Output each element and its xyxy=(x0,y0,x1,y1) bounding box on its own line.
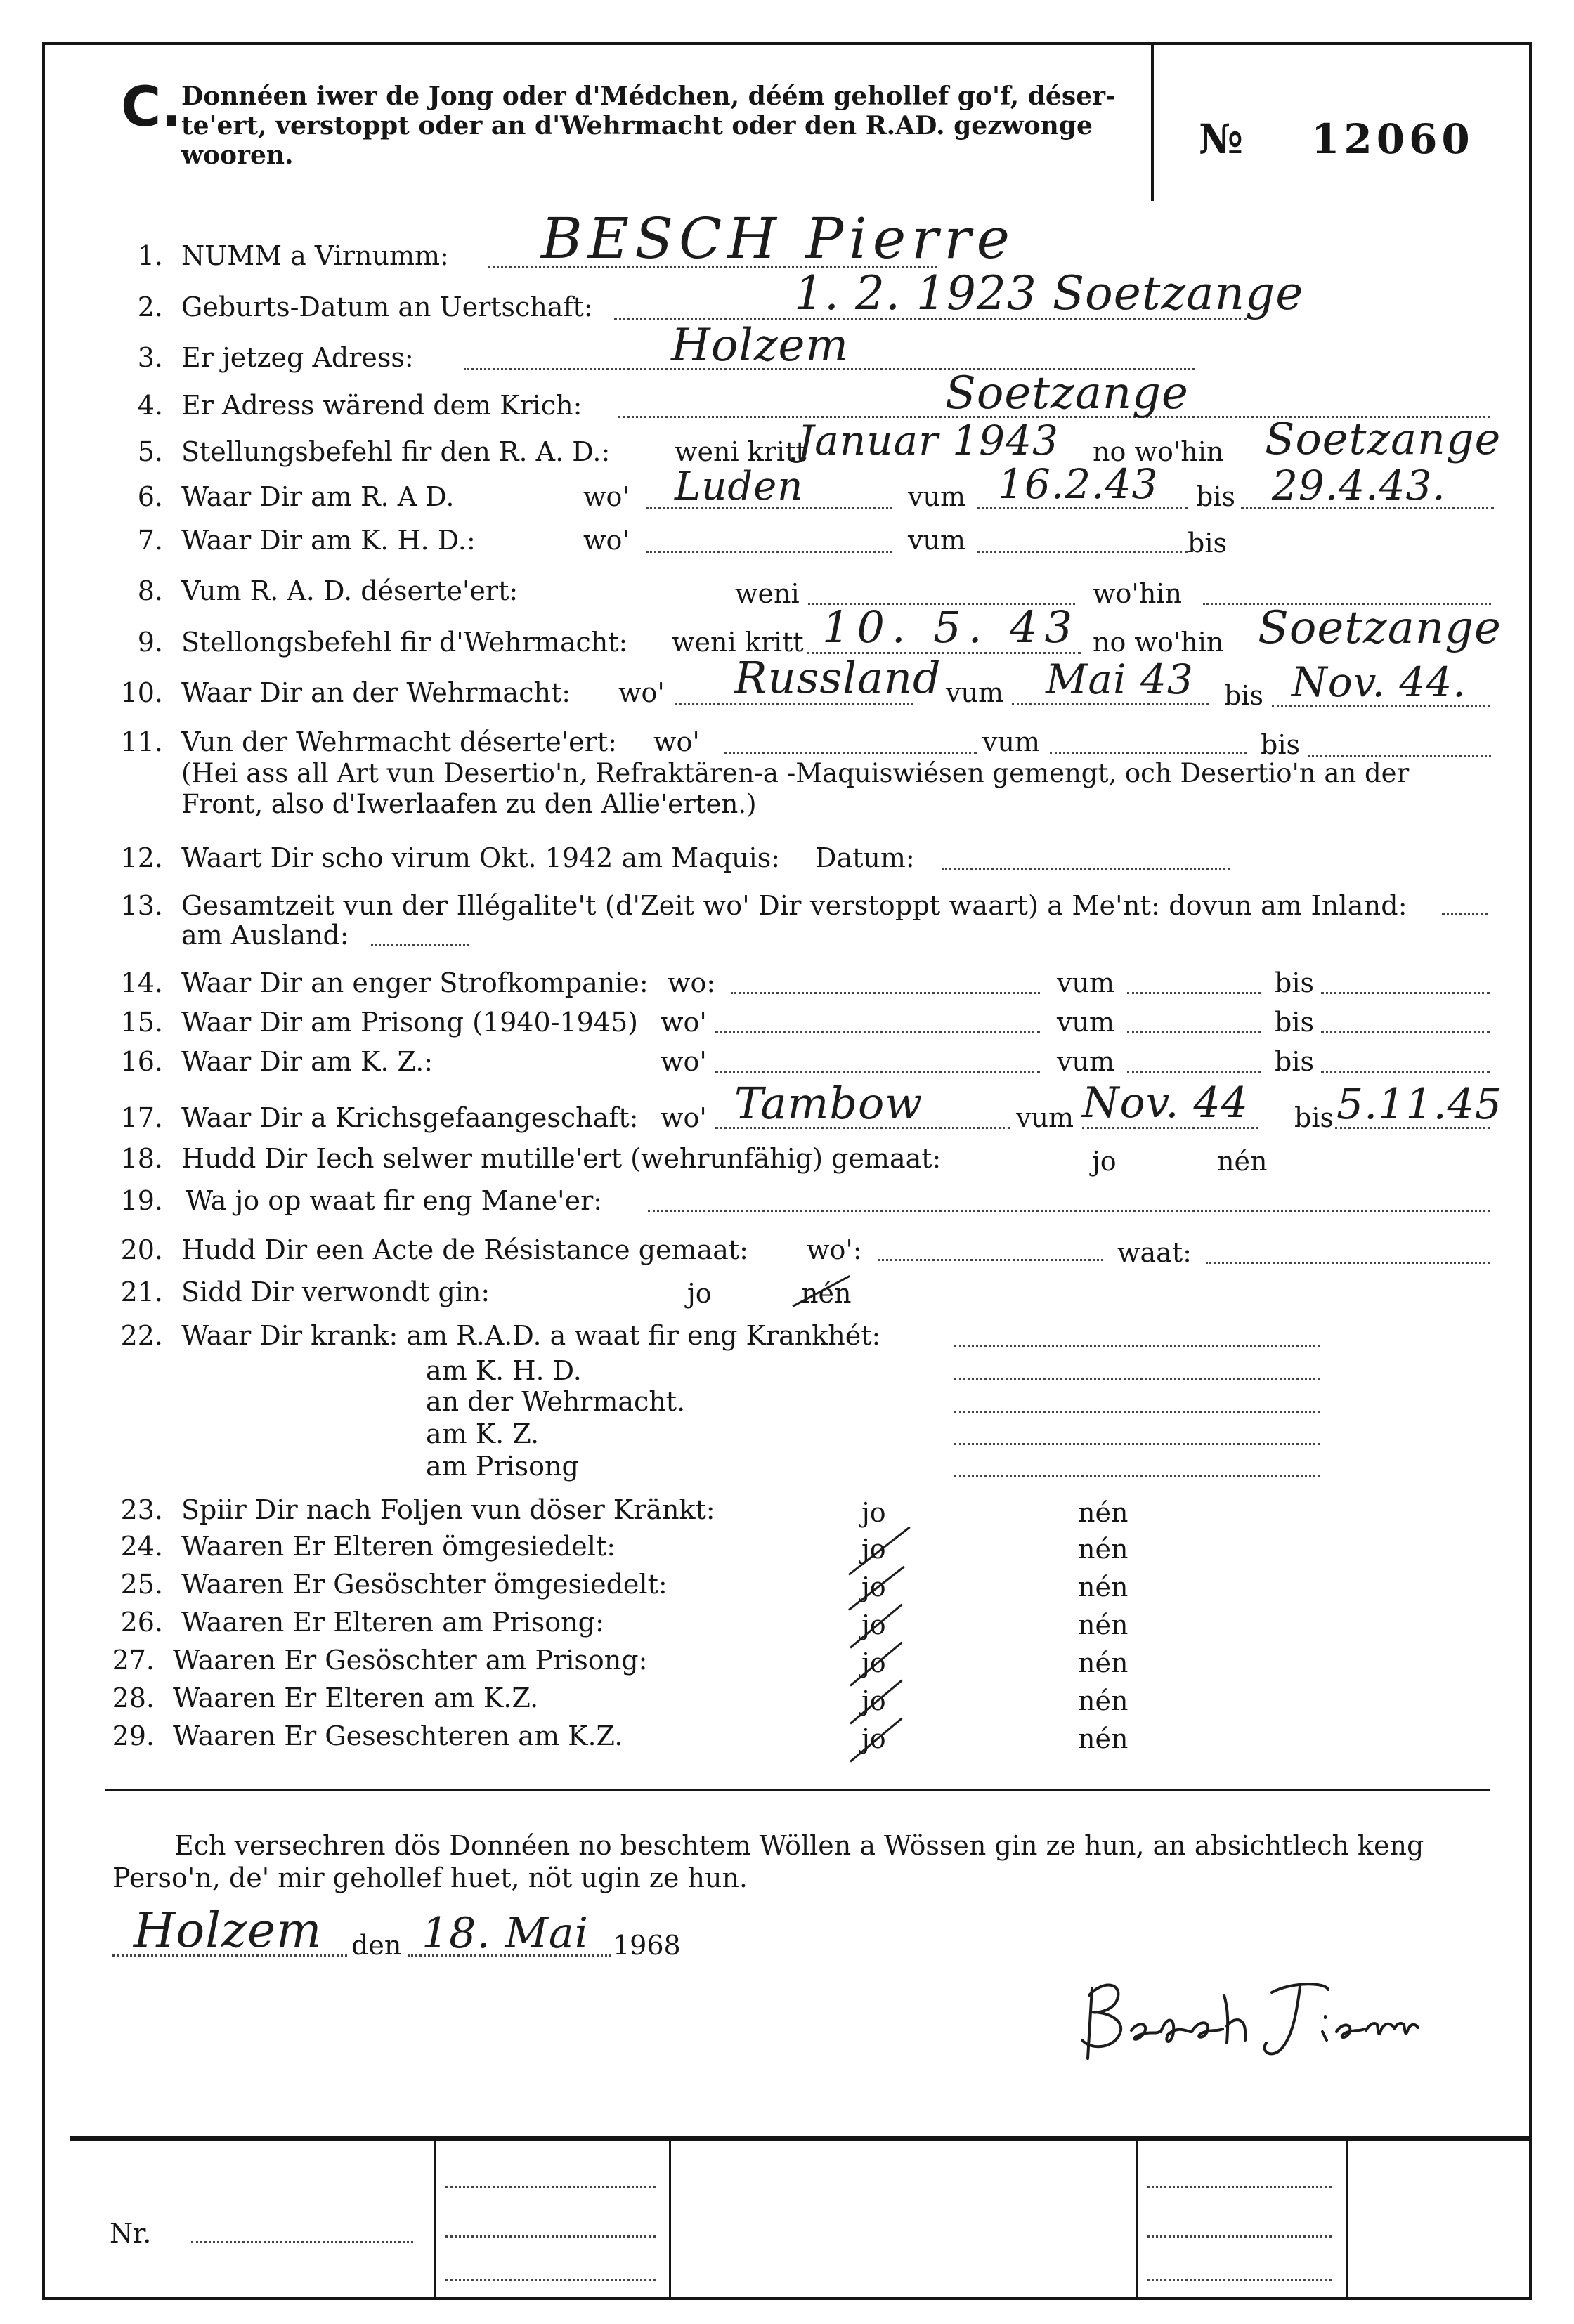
row-6-wo-value: Luden xyxy=(675,464,804,509)
row-18-label: Hudd Dir Iech selwer mutille'ert (wehrunfähig) gemaat: xyxy=(181,1143,942,1174)
row-7-vum-line xyxy=(977,551,1188,553)
row-16-label: Waar Dir am K. Z.: xyxy=(181,1046,434,1077)
row-14-label: Waar Dir an enger Strofkompanie: xyxy=(181,967,649,998)
row-8-label: Vum R. A. D. déserte'ert: xyxy=(181,575,519,606)
row-9-wohin-label: no wo'hin xyxy=(1093,627,1224,658)
row-22-sub-kz: am K. Z. xyxy=(426,1418,540,1449)
row-5-number: 5. xyxy=(137,436,163,467)
row-11-note-1: (Hei ass all Art vun Desertio'n, Refraktären-a -Maquiswiésen gemengt, och Desertio'n an der xyxy=(181,758,1410,788)
row-17-wo-label: wo' xyxy=(661,1102,707,1133)
row-22-khd-line xyxy=(954,1378,1320,1380)
row-3-number: 3. xyxy=(137,342,163,373)
footer-cell-line-1 xyxy=(445,2186,656,2188)
row-7-bis-label: bis xyxy=(1188,528,1227,559)
row-5-weni-value: Januar 1943 xyxy=(798,417,1059,464)
row-14-number: 14. xyxy=(120,967,163,998)
row-20-number: 20. xyxy=(120,1234,163,1265)
row-12-label: Waart Dir scho virum Okt. 1942 am Maquis: xyxy=(181,842,781,873)
row-11-wo-label: wo' xyxy=(653,726,700,757)
signing-date: 18. Mai xyxy=(422,1909,589,1958)
row-11-bis-label: bis xyxy=(1261,729,1300,760)
row-15-wo-line xyxy=(715,1031,1040,1033)
row-11-number: 11. xyxy=(120,726,163,757)
row-8-number: 8. xyxy=(137,575,163,606)
row-2-number: 2. xyxy=(137,292,163,322)
row-28-jo: jo xyxy=(861,1685,886,1716)
row-11-label: Vun der Wehrmacht déserte'ert: xyxy=(181,726,617,757)
row-25-jo: jo xyxy=(861,1572,886,1602)
row-11-note-2: Front, also d'Iwerlaafen zu den Allie'erten.) xyxy=(181,789,757,819)
row-16-bis-label: bis xyxy=(1275,1046,1314,1077)
row-21-jo: jo xyxy=(687,1278,712,1309)
row-25-nen: nén xyxy=(1078,1572,1129,1602)
row-26-jo: jo xyxy=(861,1610,886,1640)
row-19-number: 19. xyxy=(120,1185,163,1216)
row-10-bis-label: bis xyxy=(1224,680,1263,711)
row-26-nen: nén xyxy=(1078,1610,1129,1640)
footer-cell-line-3 xyxy=(445,2279,656,2281)
row-4-label: Er Adress wärend dem Krich: xyxy=(181,390,583,421)
row-1-number: 1. xyxy=(137,240,163,271)
row-24-label: Waaren Er Elteren ömgesiedelt: xyxy=(181,1531,616,1562)
row-20-waat-line xyxy=(1206,1262,1490,1264)
row-13-line-1: Gesamtzeit vun der Illégalite't (d'Zeit wo' Dir verstoppt waart) a Me'nt: dovun am Inland: xyxy=(181,890,1407,921)
row-28-label: Waaren Er Elteren am K.Z. xyxy=(173,1683,539,1713)
row-11-vum-label: vum xyxy=(982,726,1040,757)
footer-cell-line-4 xyxy=(1147,2186,1332,2188)
row-21-number: 21. xyxy=(120,1277,163,1307)
row-6-bis-value: 29.4.43. xyxy=(1272,462,1446,509)
row-15-bis-line xyxy=(1321,1031,1490,1033)
row-22-rad-line xyxy=(954,1345,1320,1347)
row-9-number: 9. xyxy=(137,627,163,658)
row-23-nen: nén xyxy=(1078,1497,1129,1528)
row-9-weni-value: 10. 5. 43 xyxy=(822,601,1080,653)
row-6-label: Waar Dir am R. A D. xyxy=(181,481,455,512)
row-17-vum-value: Nov. 44 xyxy=(1082,1078,1249,1128)
row-20-wo-label: wo': xyxy=(807,1234,862,1265)
row-22-label: Waar Dir krank: am R.A.D. a waat fir eng Krankhét: xyxy=(181,1320,881,1351)
row-6-vum-label: vum xyxy=(908,481,965,512)
row-2-label: Geburts-Datum an Uertschaft: xyxy=(181,292,593,322)
row-14-wo-line xyxy=(731,992,1040,994)
row-22-kz-line xyxy=(954,1443,1320,1445)
row-16-number: 16. xyxy=(120,1046,163,1077)
row-16-wo-line xyxy=(715,1071,1040,1073)
row-5-wohin-label: no wo'hin xyxy=(1093,436,1224,467)
row-22-prisong-line xyxy=(954,1475,1320,1477)
row-29-label: Waaren Er Geseschteren am K.Z. xyxy=(173,1721,623,1751)
form-title: Donnéen iwer de Jong oder d'Médchen, déém gehollef go'f, déser-te'ert, verstoppt oder an d'Wehrmacht oder den R.AD. gezwonge wooren. xyxy=(181,81,1116,170)
declaration-line-2: Perso'n, de' mir gehollef huet, nöt ugin ze hun. xyxy=(112,1862,748,1893)
row-17-number: 17. xyxy=(120,1102,163,1133)
row-24-jo: jo xyxy=(861,1534,886,1565)
row-10-wo-label: wo' xyxy=(618,677,665,708)
row-27-jo: jo xyxy=(861,1647,886,1678)
row-10-bis-value: Nov. 44. xyxy=(1292,658,1466,706)
row-25-number: 25. xyxy=(120,1569,163,1600)
row-16-vum-label: vum xyxy=(1057,1046,1114,1077)
row-8-wohin-label: wo'hin xyxy=(1093,578,1182,609)
row-12-datum-label: Datum: xyxy=(815,842,915,873)
signature-drawing xyxy=(1061,1967,1426,2072)
row-7-vum-label: vum xyxy=(908,525,965,556)
row-5-wohin-value: Soetzange xyxy=(1265,413,1502,464)
row-21-label: Sidd Dir verwondt gin: xyxy=(181,1277,490,1307)
row-3-label: Er jetzeg Adress: xyxy=(181,342,414,373)
row-11-vum-line xyxy=(1050,752,1247,754)
row-13-ausland-line xyxy=(371,944,469,946)
row-17-wo-value: Tambow xyxy=(734,1078,923,1129)
row-19-field-line xyxy=(648,1210,1490,1212)
row-20-label: Hudd Dir een Acte de Résistance gemaat: xyxy=(181,1234,748,1265)
row-7-label: Waar Dir am K. H. D.: xyxy=(181,525,476,556)
row-10-vum-value: Mai 43 xyxy=(1046,655,1194,703)
row-15-bis-label: bis xyxy=(1275,1007,1314,1038)
form-number: 12060 xyxy=(1311,115,1474,163)
row-7-number: 7. xyxy=(137,525,163,556)
row-11-wo-line xyxy=(724,752,977,754)
signing-year: 1968 xyxy=(613,1930,681,1961)
row-10-vum-label: vum xyxy=(946,677,1003,708)
row-26-label: Waaren Er Elteren am Prisong: xyxy=(181,1607,604,1638)
row-15-vum-line xyxy=(1127,1031,1261,1033)
row-14-bis-line xyxy=(1321,992,1490,994)
row-15-label: Waar Dir am Prisong (1940-1945) xyxy=(181,1007,638,1038)
row-1-label: NUMM a Virnumm: xyxy=(181,240,449,271)
row-17-vum-label: vum xyxy=(1016,1102,1074,1133)
row-11-bis-line xyxy=(1308,755,1491,757)
row-23-label: Spiir Dir nach Foljen vun döser Kränkt: xyxy=(181,1494,715,1525)
row-2-value: 1. 2. 1923 Soetzange xyxy=(794,266,1304,320)
row-19-label: Wa jo op waat fir eng Mane'er: xyxy=(186,1185,603,1216)
row-1-value: BESCH Pierre xyxy=(541,206,1015,271)
footer-nr-label: Nr. xyxy=(110,2218,152,2249)
row-16-vum-line xyxy=(1127,1071,1261,1073)
row-5-label: Stellungsbefehl fir den R. A. D.: xyxy=(181,436,611,467)
row-29-nen: nén xyxy=(1078,1723,1129,1754)
row-28-nen: nén xyxy=(1078,1685,1129,1716)
row-22-sub-prisong: am Prisong xyxy=(426,1451,579,1482)
row-14-vum-label: vum xyxy=(1057,967,1114,998)
row-22-sub-wehrmacht: an der Wehrmacht. xyxy=(426,1386,686,1417)
row-18-nen: nén xyxy=(1217,1146,1268,1177)
row-12-datum-line xyxy=(942,868,1230,870)
row-14-vum-line xyxy=(1127,992,1261,994)
row-10-wo-value: Russland xyxy=(734,652,942,703)
row-18-number: 18. xyxy=(120,1143,163,1174)
row-23-number: 23. xyxy=(120,1494,163,1525)
row-16-wo-label: wo' xyxy=(661,1046,707,1077)
row-7-wo-line xyxy=(646,551,892,553)
row-6-number: 6. xyxy=(137,481,163,512)
row-28-number: 28. xyxy=(112,1683,155,1713)
row-29-jo: jo xyxy=(861,1723,886,1754)
row-16-bis-line xyxy=(1321,1071,1490,1073)
row-15-number: 15. xyxy=(120,1007,163,1038)
row-13-inland-line xyxy=(1442,913,1488,915)
row-29-number: 29. xyxy=(112,1721,155,1751)
footer-divider-2 xyxy=(669,2139,671,2300)
header-divider xyxy=(1151,45,1154,201)
row-27-nen: nén xyxy=(1078,1647,1129,1678)
footer-divider-1 xyxy=(434,2139,436,2300)
row-9-label: Stellongsbefehl fir d'Wehrmacht: xyxy=(181,627,628,658)
row-17-bis-value: 5.11.45 xyxy=(1336,1080,1503,1129)
row-18-jo: jo xyxy=(1092,1146,1117,1177)
row-22-wehrmacht-line xyxy=(954,1411,1320,1413)
row-8-weni-label: weni xyxy=(735,578,800,609)
footer-cell-line-6 xyxy=(1147,2279,1332,2281)
row-4-value: Soetzange xyxy=(945,367,1189,419)
row-27-label: Waaren Er Gesöschter am Prisong: xyxy=(173,1645,648,1676)
footer-divider-3 xyxy=(1136,2139,1138,2300)
row-3-value: Holzem xyxy=(671,320,850,372)
row-6-vum-value: 16.2.43 xyxy=(998,460,1159,508)
footer-nr-line xyxy=(191,2241,413,2243)
row-9-weni-label: weni kritt xyxy=(672,627,804,658)
row-9-wohin-value: Soetzange xyxy=(1258,602,1502,654)
row-4-number: 4. xyxy=(137,390,163,421)
row-15-wo-label: wo' xyxy=(661,1007,707,1038)
row-27-number: 27. xyxy=(112,1645,155,1676)
row-20-waat-label: waat: xyxy=(1117,1237,1192,1268)
footer-cell-line-5 xyxy=(1147,2235,1332,2238)
section-separator xyxy=(105,1789,1490,1791)
den-label: den xyxy=(351,1930,402,1961)
row-14-wo-label: wo: xyxy=(668,967,716,998)
row-23-jo: jo xyxy=(861,1497,886,1528)
section-letter: C. xyxy=(121,76,182,139)
row-22-sub-khd: am K. H. D. xyxy=(426,1355,582,1386)
row-14-bis-label: bis xyxy=(1275,967,1314,998)
row-22-number: 22. xyxy=(120,1320,163,1351)
row-17-label: Waar Dir a Krichsgefaangeschaft: xyxy=(181,1102,639,1133)
number-symbol: № xyxy=(1199,115,1248,163)
footer-top-rule xyxy=(70,2136,1530,2141)
row-12-number: 12. xyxy=(120,842,163,873)
row-7-wo-label: wo' xyxy=(583,525,630,556)
row-24-nen: nén xyxy=(1078,1534,1129,1565)
footer-divider-4 xyxy=(1346,2139,1348,2300)
row-15-vum-label: vum xyxy=(1057,1007,1114,1038)
row-13-line-2: am Ausland: xyxy=(181,920,349,951)
row-25-label: Waaren Er Gesöschter ömgesiedelt: xyxy=(181,1569,668,1600)
row-6-wo-label: wo' xyxy=(583,481,630,512)
row-17-bis-label: bis xyxy=(1294,1102,1334,1133)
row-26-number: 26. xyxy=(120,1607,163,1638)
row-10-number: 10. xyxy=(120,677,163,708)
footer-cell-line-2 xyxy=(445,2235,656,2238)
row-13-number: 13. xyxy=(120,890,163,921)
row-20-wo-line xyxy=(878,1259,1103,1261)
row-5-weni-label: weni kritt xyxy=(675,436,807,467)
row-10-label: Waar Dir an der Wehrmacht: xyxy=(181,677,571,708)
row-21-nen: nén xyxy=(801,1278,852,1309)
signing-place: Holzem xyxy=(134,1903,323,1959)
row-24-number: 24. xyxy=(120,1531,163,1562)
row-6-bis-label: bis xyxy=(1196,481,1235,512)
declaration-line-1: Ech versechren dös Donnéen no beschtem Wöllen a Wössen gin ze hun, an absichtlech keng xyxy=(174,1830,1424,1861)
